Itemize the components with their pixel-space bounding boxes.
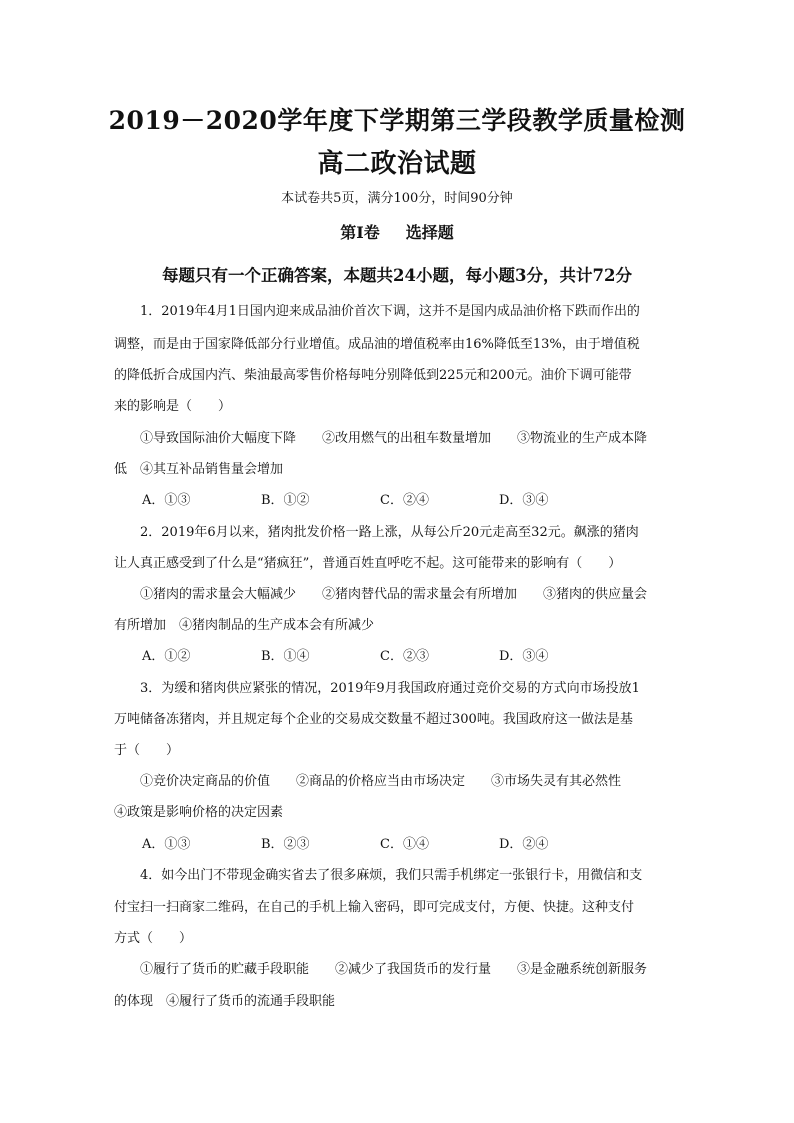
question-1-options — [142, 489, 618, 508]
question-3-options — [142, 833, 618, 852]
option-a[interactable]: A．①③ — [142, 493, 191, 508]
question-3-stem-line: 于（ ） — [114, 743, 180, 758]
question-1-stem-line: 的降低折合成国内汽、柴油最高零售价格每吨分别降低到225元和200元。油价下调可能带 — [114, 368, 632, 383]
question-2-stem-line: 2．2019年6月以来，猪肉批发价格一路上涨，从每公斤20元走高至32元。飙涨的猪肉 — [140, 525, 639, 540]
exam-subtitle: 高二政治试题 — [317, 149, 477, 179]
question-1-item-line: ①导致国际油价大幅度下降 ②改用燃气的出租车数量增加 ③物流业的生产成本降 — [140, 431, 648, 446]
question-3-stem-line: 3．为缓和猪肉供应紧张的情况，2019年9月我国政府通过竞价交易的方式向市场投放1 — [140, 681, 640, 696]
question-1-stem-line: 1．2019年4月1日国内迎来成品油价首次下调，这并不是国内成品油价格下跌而作出的 — [140, 304, 640, 319]
question-4-item-line: ①履行了货币的贮藏手段职能 ②减少了我国货币的发行量 ③是金融系统创新服务 — [140, 962, 648, 977]
question-3-item-line: ④政策是影响价格的决定因素 — [114, 805, 284, 820]
section-name: 选择题 — [405, 223, 454, 242]
question-2-stem-line: 让人真正感受到了什么是“猪疯狂”，普通百姓直呼吃不起。这可能带来的影响有（ ） — [114, 556, 622, 571]
question-2-item-line: 有所增加 ④猪肉制品的生产成本会有所减少 — [114, 618, 375, 633]
option-b[interactable]: B．①② — [261, 493, 310, 508]
option-b[interactable]: B．②③ — [261, 837, 310, 852]
option-c[interactable]: C．②④ — [380, 493, 429, 508]
question-4-stem-line: 付宝扫一扫商家二维码，在自己的手机上输入密码，即可完成支付，方便、快捷。这种支付 — [114, 900, 635, 915]
section-heading — [0, 220, 794, 243]
exam-info: 本试卷共5页，满分100分，时间90分钟 — [281, 191, 513, 206]
option-b[interactable]: B．①④ — [261, 649, 310, 664]
question-2-item-line: ①猪肉的需求量会大幅减少 ②猪肉替代品的需求量会有所增加 ③猪肉的供应量会 — [140, 587, 648, 602]
option-d[interactable]: D．③④ — [499, 493, 549, 508]
question-4-stem-line: 4．如今出门不带现金确实省去了很多麻烦，我们只需手机绑定一张银行卡，用微信和支 — [140, 868, 643, 883]
question-1-stem-line: 调整，而是由于国家降低部分行业增值。成品油的增值税率由16%降低至13%，由于增值税 — [114, 337, 640, 352]
question-1-item-line: 低 ④其互补品销售量会增加 — [114, 462, 284, 477]
section-part: 第Ⅰ卷 — [340, 223, 380, 242]
question-4-stem-line: 方式（ ） — [114, 931, 193, 946]
question-3-item-line: ①竞价决定商品的价值 ②商品的价格应当由市场决定 ③市场失灵有其必然性 — [140, 774, 622, 789]
section-instruction: 每题只有一个正确答案，本题共24小题，每小题3分，共计72分 — [162, 266, 632, 285]
question-3-stem-line: 万吨储备冻猪肉，并且规定每个企业的交易成交数量不超过300吨。我国政府这一做法是基 — [114, 712, 633, 727]
question-1-stem-line: 来的影响是（ ） — [114, 399, 232, 414]
exam-title: 2019－2020学年度下学期第三学段教学质量检测 — [108, 106, 686, 135]
option-c[interactable]: C．①④ — [380, 837, 429, 852]
option-d[interactable]: D．③④ — [499, 649, 549, 664]
option-d[interactable]: D．②④ — [499, 837, 549, 852]
question-4-item-line: 的体现 ④履行了货币的流通手段职能 — [114, 994, 336, 1009]
option-a[interactable]: A．①③ — [142, 837, 191, 852]
question-2-options — [142, 645, 618, 664]
option-a[interactable]: A．①② — [142, 649, 191, 664]
option-c[interactable]: C．②③ — [380, 649, 429, 664]
